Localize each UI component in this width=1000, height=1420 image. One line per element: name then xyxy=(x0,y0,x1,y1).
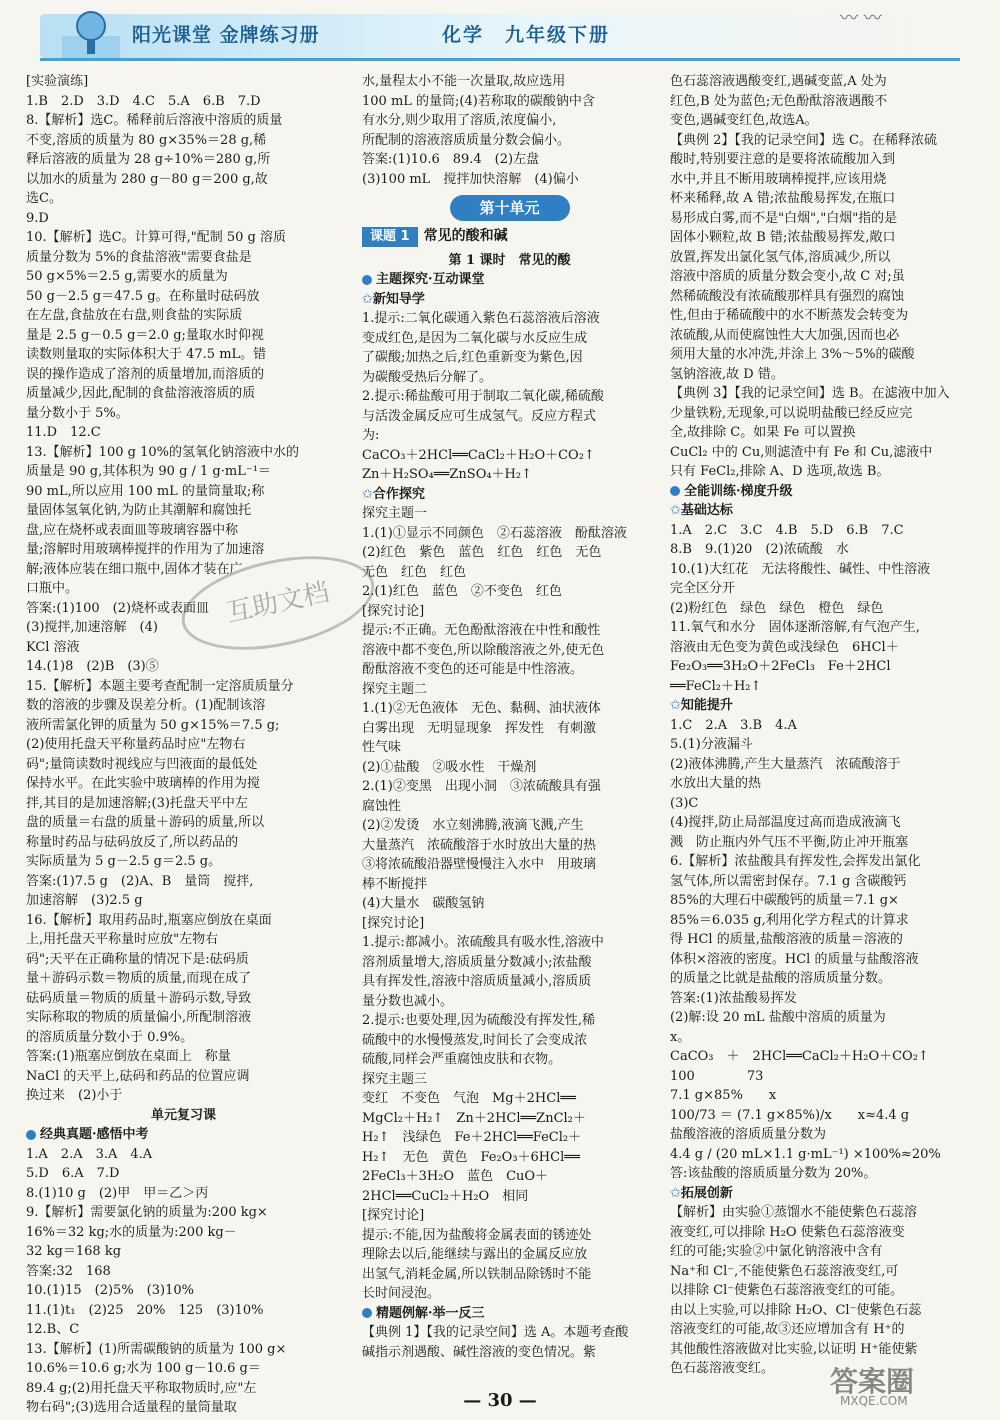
text-line: 1.A 2.A 3.A 4.A xyxy=(26,1146,153,1162)
topic-title: 常见的酸和碱 xyxy=(423,228,508,244)
text-line: 实际称取的物质的质量偏小,所配制溶液 xyxy=(26,1010,252,1025)
text-line: 液所需氯化钾的质量为 50 g×15%＝7.5 g; xyxy=(26,717,280,733)
text-line: 15.【解析】本题主要考查配制一定溶质质量分 xyxy=(26,678,294,694)
text-line: 浓硫酸,从而使腐蚀性大大加强,因而也必 xyxy=(670,327,900,343)
text-line: 溅 防止瓶内外气压不平衡,防止冲开瓶塞 xyxy=(670,834,909,850)
text-line: (2)液体沸腾,产生大量蒸汽 浓硫酸溶于 xyxy=(670,756,901,772)
text-line: (2)使用托盘天平称量药品时应"左物右 xyxy=(26,737,246,752)
text-line: 然稀硫酸没有浓硫酸那样具有强烈的腐蚀 xyxy=(670,288,905,304)
answers-block-review xyxy=(26,1145,341,1418)
text-line: 实际质量为 5 g－2.5 g＝2.5 g。 xyxy=(26,854,222,869)
text-line: 拌,其目的是加速溶解;(3)托盘天平中左 xyxy=(26,795,248,811)
text-line: 13.【解析】(1)所需碳酸钠的质量为 100 g× xyxy=(26,1341,287,1357)
text-line: 14.(1)8 (2)B (3)⑤ xyxy=(26,659,159,674)
text-line: 理除去以后,能继续与露出的金属反应放 xyxy=(362,1247,588,1262)
text-line: 称量时药品与砝码放反了,所以药品的 xyxy=(26,834,239,850)
text-line: (2)红色 紫色 蓝色 红色 红色 无色 xyxy=(362,545,602,560)
text-line: 1.(1)②无色液体 无色、黏稠、油状液体 xyxy=(362,701,601,716)
text-line: 性,但由于稀硫酸中的水不断蒸发会转变为 xyxy=(670,308,909,323)
text-line: 所配制的溶液溶质质量分数会偏小。 xyxy=(362,132,571,148)
text-line: ③将浓硫酸沿器壁慢慢注入水中 用玻璃 xyxy=(362,857,597,872)
text-line: 以排除 Cl⁻使紫色石蕊溶液变红的可能。 xyxy=(670,1283,904,1298)
column-middle xyxy=(362,72,657,1362)
topic-tag: 课题 1 xyxy=(362,227,418,247)
page-header xyxy=(0,0,1000,66)
text-line: 2FeCl₃＋3H₂O 蓝色 CuO＋ xyxy=(362,1169,549,1184)
text-line: 水放出大量的热 xyxy=(670,776,762,791)
text-line: 1.(1)①显示不同颜色 ②石蕊溶液 酚酞溶液 xyxy=(362,525,627,541)
text-line: 质量分数为 5%的食盐溶液"需要食盐是 xyxy=(26,249,252,265)
text-line: 解;液体应装在细口瓶中,固体才装在广 xyxy=(26,561,243,577)
text-line: 无色 红色 红色 xyxy=(362,564,467,580)
text-line: 答:该盐酸的溶质质量分数为 20%。 xyxy=(670,1166,877,1181)
text-line: 水,量程太小不能一次量取,故应选用 xyxy=(362,74,566,89)
text-line: 释后溶液的质量为 28 g÷10%＝280 g,所 xyxy=(26,152,271,167)
text-line: (4)搅拌,防止局部温度过高而造成液滴飞 xyxy=(670,815,901,830)
text-line: 13.【解析】100 g 10%的氢氧化钠溶液中水的 xyxy=(26,444,299,460)
text-line: 色石蕊溶液遇酸变红,遇碱变蓝,A 处为 xyxy=(670,74,887,89)
text-line: 水中,并且不断用玻璃棒搅拌,应该用烧 xyxy=(670,171,887,187)
page-number: — 30 — xyxy=(463,1390,537,1411)
text-line: 6.【解析】浓盐酸具有挥发性,会挥发出氯化 xyxy=(670,854,921,869)
text-line: 有水分,则少取用了溶质,浓度偏小, xyxy=(362,113,557,128)
text-line: [探究讨论] xyxy=(362,915,425,931)
text-line: 在左盘,食盐放在右盘,则食盐的实际质 xyxy=(26,308,243,323)
text-line: ══FeCl₂＋H₂↑ xyxy=(670,678,762,694)
text-line: 2.提示:也要处理,因为硫酸没有挥发性,稀 xyxy=(362,1013,596,1028)
text-line: 须用大量的水冲洗,并涂上 3%～5%的碳酸 xyxy=(670,347,915,362)
text-line: 答案:(1)7.5 g (2)A、B 量筒 搅拌, xyxy=(26,873,254,889)
text-line: 【典例 1】【我的记录空间】选 A。本题考查酸 xyxy=(362,1325,629,1340)
text-line: 【典例 3】【我的记录空间】选 B。在滤液中加入 xyxy=(670,386,950,401)
text-line: NaCl 的天平上,砝码和药品的位置应调 xyxy=(26,1068,250,1084)
text-line: 选C。 xyxy=(26,191,62,206)
text-line: 11.氧气和水分 固体逐渐溶解,有气泡产生, xyxy=(670,620,920,635)
watermark-stamp: 互助文档 xyxy=(173,541,383,666)
text-line: 质量减少,因此,配制的食盐溶液溶质的质 xyxy=(26,386,256,401)
text-line: 盐酸溶液的溶质质量分数为 xyxy=(670,1127,827,1142)
text-line: 【解析】由实验①蒸馏水不能使紫色石蕊溶 xyxy=(670,1205,918,1220)
header-divider xyxy=(40,58,960,61)
column-left xyxy=(26,72,341,1418)
star-icon: ✩ xyxy=(670,698,681,713)
text-line: 10.【解析】选C。计算可得,"配制 50 g 溶质 xyxy=(26,230,286,245)
text-line: 出氢气,消耗金属,所以铁制品除锈时不能 xyxy=(362,1266,592,1282)
text-line: 50 g－2.5 g＝47.5 g。在称量时砝码放 xyxy=(26,288,260,304)
text-line: 码";量筒读数时视线应与凹液面的最低处 xyxy=(26,756,258,772)
text-line: 9.【解析】需要氯化钠的质量为:200 kg× xyxy=(26,1205,268,1220)
text-line: 2.(1)红色 蓝色 ②不变色 红色 xyxy=(362,584,562,599)
text-line: 32 kg＝168 kg xyxy=(26,1244,122,1259)
text-line: 红色,B 处为蓝色;无色酚酞溶液遇酸不 xyxy=(670,93,888,109)
text-line: 为碳酸受热后分解了。 xyxy=(362,369,493,385)
text-line: 提示:不能,因为盐酸将金属表面的锈迹处 xyxy=(362,1227,592,1243)
text-line: 大量蒸汽 浓硫酸溶于水时放出大量的热 xyxy=(362,837,597,853)
text-line: 11.(1)t₁ (2)25 20% 125 (3)10% xyxy=(26,1302,264,1318)
text-line: 色石蕊溶液变红。 xyxy=(670,1361,775,1376)
answers-block-2 xyxy=(362,72,657,189)
text-line: 溶液变红的可能,故③还应增加含有 H⁺的 xyxy=(670,1322,905,1337)
text-line: 全,故排除 C。如果 Fe 可以置换 xyxy=(670,425,856,440)
text-line: 85%的大理石中碳酸钙的质量＝7.1 g× xyxy=(670,893,899,908)
text-line: Zn＋H₂SO₄══ZnSO₄＋H₂↑ xyxy=(362,467,533,482)
text-line: 5.D 6.A 7.D xyxy=(26,1166,120,1181)
text-line: 探究主题二 xyxy=(362,681,428,697)
text-line: 读数则量取的实际体积大于 47.5 mL。错 xyxy=(26,347,267,362)
text-line: 物右码";(3)选用合适量程的量筒量取 xyxy=(26,1400,237,1415)
text-line: 2.提示:稀盐酸可用于制取二氧化碳,稀硫酸 xyxy=(362,389,604,404)
text-line: (2)解:设 20 mL 盐酸中溶质的质量为 xyxy=(670,1010,886,1025)
text-line: 少量铁粉,无现象,可以说明盐酸已经反应完 xyxy=(670,405,913,421)
subject-title: 化学 九年级下册 xyxy=(442,24,611,46)
text-line: 具有挥发性,溶液中溶质质量减小,溶质质 xyxy=(362,974,592,989)
text-line: 8.(1)10 g (2)甲 甲＝乙＞丙 xyxy=(26,1185,209,1201)
text-line: 溶液中溶质的质量分数会变小,故 C 对;虽 xyxy=(670,269,905,284)
text-line: 氢钠溶液,故 D 错。 xyxy=(670,366,784,382)
text-line: KCl 溶液 xyxy=(26,639,80,655)
text-line: x。 xyxy=(670,1029,691,1045)
text-line: 10.(1)大红花 无法将酸性、碱性、中性溶液 xyxy=(670,561,931,577)
text-line: 量固体氢氧化钠,为防止其潮解和腐蚀托 xyxy=(26,503,252,518)
answers-block-example xyxy=(362,1323,657,1362)
text-line: 100 mL 的量筒;(4)若称取的碳酸钠中含 xyxy=(362,93,595,109)
subsection-extend: ✩拓展创新 xyxy=(670,1185,733,1201)
text-line: (2)②发烫 水立刻沸腾,液滴飞溅,产生 xyxy=(362,818,584,833)
text-line: 9.D xyxy=(26,210,49,226)
text-line: 2HCl══CuCl₂＋H₂O 相同 xyxy=(362,1188,529,1204)
answers-block-3 xyxy=(670,72,970,482)
text-line: H₂↑ 浅绿色 Fe＋2HCl══FeCl₂＋ xyxy=(362,1130,582,1145)
lesson-title: 第 1 课时 常见的酸 xyxy=(448,252,571,268)
text-line: 体积×溶液的密度。HCl 的质量与盐酸溶液 xyxy=(670,951,919,967)
text-line: MgCl₂＋H₂↑ Zn＋2HCl══ZnCl₂＋ xyxy=(362,1110,586,1126)
text-line: 易形成白雾,而不是"白烟","白烟"指的是 xyxy=(670,210,898,226)
section-bullet-icon xyxy=(362,275,372,285)
star-icon: ✩ xyxy=(362,486,373,502)
section-header-example: 精题例解·举一反三 xyxy=(362,1304,657,1324)
text-line: 90 mL,所以应用 100 mL 的量筒量取;称 xyxy=(26,483,265,499)
text-line: 了碳酸;加热之后,红色重新变为紫色,因 xyxy=(362,350,583,365)
text-line: 答案:32 168 xyxy=(26,1263,111,1279)
answers-block-basic xyxy=(670,521,970,697)
answers-block-new xyxy=(362,309,657,485)
text-line: 棒不断搅拌 xyxy=(362,876,428,892)
text-line: 答案:(1)瓶塞应倒放在桌面上 称量 xyxy=(26,1049,231,1064)
text-line: 量是 2.5 g－0.5 g＝2.0 g;量取水时仰视 xyxy=(26,327,264,343)
text-line: 完全区分开 xyxy=(670,581,736,596)
column-right xyxy=(670,72,970,1379)
text-line: Na⁺和 Cl⁻,不能使紫色石蕊溶液变红,可 xyxy=(670,1263,899,1279)
text-line: 腐蚀性 xyxy=(362,798,402,814)
text-line: 50 g×5%＝2.5 g,需要水的质量为 xyxy=(26,269,228,284)
corner-watermark-url: MXQE.COM xyxy=(840,1394,908,1408)
answers-block-extend xyxy=(670,1203,970,1379)
text-line: 氢气体,所以需密封保存。7.1 g 含碳酸钙 xyxy=(670,873,907,889)
text-line: 10.6%＝10.6 g;水为 100 g－10.6 g＝ xyxy=(26,1361,261,1376)
text-line: 探究主题一 xyxy=(362,506,428,521)
text-line: (2)①盐酸 ②吸水性 干燥剂 xyxy=(362,759,537,775)
text-line: (3)C xyxy=(670,795,699,811)
text-line: 由以上实验,可以排除 H₂O、Cl⁻使紫色石蕊 xyxy=(670,1302,922,1318)
star-icon: ✩ xyxy=(670,503,681,518)
text-line: (3)100 mL 搅拌加快溶解 (4)偏小 xyxy=(362,171,579,187)
text-line: 不变,溶质的质量为 80 g×35%＝28 g,稀 xyxy=(26,132,267,148)
review-title: 单元复习课 xyxy=(150,1107,216,1123)
globe-logo-icon xyxy=(60,6,122,60)
text-line: CaCO₃＋2HCl══CaCl₂＋H₂O＋CO₂↑ xyxy=(362,447,595,463)
text-line: 1.提示:二氧化碳通入紫色石蕊溶液后溶液 xyxy=(362,311,600,326)
text-line: CuCl₂ 中的 Cu,则滤渣中有 Fe 和 Cu,滤液中 xyxy=(670,444,933,460)
text-line: 100 73 xyxy=(670,1068,764,1084)
unit-badge: 第十单元 xyxy=(450,195,570,221)
text-line: 杯来稀释,故 A 错;浓盐酸易挥发,在瓶口 xyxy=(670,191,896,206)
text-line: [探究讨论] xyxy=(362,603,425,619)
text-line: 4.4 g / (20 mL×1.1 g·mL⁻¹) ×100%≈20% xyxy=(670,1146,941,1162)
section-header-explore: 主题探究·互动课堂 xyxy=(362,270,657,290)
text-line: 换过来 (2)小于 xyxy=(26,1088,123,1103)
text-line: 溶剂质量增大,溶质质量分数减小;浓盐酸 xyxy=(362,954,592,970)
text-line: 溶液中都不变色,所以除酸溶液之外,使无色 xyxy=(362,642,605,658)
section-bullet-icon xyxy=(362,1308,372,1318)
text-line: 误的操作造成了溶剂的质量增加,而溶质的 xyxy=(26,366,265,382)
text-line: 盘,应在烧杯或表面皿等玻璃容器中称 xyxy=(26,522,239,538)
text-line: 与活泼金属反应可生成氢气。反应方程式 xyxy=(362,408,597,424)
text-line: 放置,挥发出氯化氢气体,溶质减少,所以 xyxy=(670,249,891,265)
section-bullet-icon xyxy=(670,486,680,496)
text-line: 提示:不正确。无色酚酞溶液在中性和酸性 xyxy=(362,623,601,638)
text-line: 为: xyxy=(362,428,380,443)
text-line: 溶液由无色变为黄色或浅绿色 6HCl＋ xyxy=(670,639,899,655)
text-line: 酚酞溶液不变色的还可能是中性溶液。 xyxy=(362,662,584,677)
text-line: 硫酸,同样会严重腐蚀皮肤和衣物。 xyxy=(362,1052,562,1067)
text-line: 以加水的质量为 280 g－80 g＝200 g,故 xyxy=(26,171,268,187)
text-line: 硫酸中的水慢慢蒸发,时间长了会变成浓 xyxy=(362,1032,588,1048)
text-line: 量＋游码示数＝物质的质量,而现在成了 xyxy=(26,971,252,986)
text-line: [实验演练] xyxy=(26,74,89,89)
text-line: 液变红,可以排除 H₂O 使紫色石蕊溶液变 xyxy=(670,1224,905,1240)
text-line: 长时间浸泡。 xyxy=(362,1286,441,1301)
text-line: 数的溶液的步骤及误差分析。(1)配制该溶 xyxy=(26,698,266,713)
text-line: 7.1 g×85% x xyxy=(670,1088,777,1103)
text-line: 砝码质量＝物质的质量＋游码示数,导致 xyxy=(26,990,252,1006)
text-line: [探究讨论] xyxy=(362,1208,425,1223)
text-line: 8.B 9.(1)20 (2)浓硫酸 水 xyxy=(670,542,849,557)
text-line: 质量是 90 g,其体积为 90 g / 1 g·mL⁻¹＝ xyxy=(26,464,271,479)
text-line: 量;溶解时用玻璃棒搅拌的作用为了加速溶 xyxy=(26,542,265,557)
text-line: 盘的质量＝右盘的质量＋游码的质量,所以 xyxy=(26,815,265,830)
text-line: 酸时,特别要注意的是要将浓硫酸加入到 xyxy=(670,152,896,167)
text-line: 碱指示剂遇酸、碱性溶液的变色情况。紫 xyxy=(362,1344,597,1360)
section-header-training: 全能训练·梯度升级 xyxy=(670,482,970,502)
text-line: 89.4 g;(2)用托盘天平称取物质时,应"左 xyxy=(26,1380,257,1396)
section-bullet-icon xyxy=(26,1130,36,1140)
answers-block-ability xyxy=(670,716,970,1184)
text-line: 上,用托盘天平称量时应放"左物右 xyxy=(26,932,219,947)
text-line: 探究主题三 xyxy=(362,1071,428,1087)
text-line: 量分数也减小。 xyxy=(362,993,454,1009)
text-line: 变成红色,是因为二氧化碳与水反应生成 xyxy=(362,330,588,346)
text-line: 得 HCl 的质量,盐酸溶液的质量＝溶液的 xyxy=(670,932,903,947)
text-line: 100/73 ＝ (7.1 g×85%)/x x≈4.4 g xyxy=(670,1107,910,1123)
text-line: 答案:(1)100 (2)烧杯或表面皿 xyxy=(26,600,210,616)
text-line: 8.【解析】选C。稀释前后溶液中溶质的质量 xyxy=(26,113,283,128)
text-line: 加速溶解 (3)2.5 g xyxy=(26,893,143,908)
text-line: 16%＝32 kg;水的质量为:200 kg－ xyxy=(26,1224,237,1240)
section-header-review: 经典真题·感悟中考 xyxy=(26,1125,341,1145)
text-line: (3)搅拌,加速溶解 (4) xyxy=(26,620,158,635)
book-title: 阳光课堂 金牌练习册 xyxy=(132,24,320,46)
text-line: 11.D 12.C xyxy=(26,425,101,440)
subsection-basic: ✩基础达标 xyxy=(670,503,733,518)
text-line: 答案:(1)浓盐酸易挥发 xyxy=(670,990,797,1006)
text-line: 1.A 2.C 3.C 4.B 5.D 6.B 7.C xyxy=(670,522,904,538)
birds-icon: 〰 〰 xyxy=(840,8,882,29)
text-line: 2.(1)②变黑 出现小洞 ③浓硫酸具有强 xyxy=(362,779,601,794)
text-line: 变色,遇碱变红色,故选A。 xyxy=(670,113,818,128)
text-line: 【典例 2】【我的记录空间】选 C。在稀释浓硫 xyxy=(670,132,937,148)
text-line: 1.C 2.A 3.B 4.A xyxy=(670,717,797,733)
text-line: 10.(1)15 (2)5% (3)10% xyxy=(26,1283,194,1298)
text-line: 量分数小于 5%。 xyxy=(26,405,129,421)
answers-block-coop xyxy=(362,504,657,1304)
text-line: H₂↑ 无色 黄色 Fe₂O₃＋6HCl══ xyxy=(362,1149,580,1165)
text-line: 的质量之比就是盐酸的溶质质量分数。 xyxy=(670,971,892,986)
text-line: 答案:(1)10.6 89.4 (2)左盘 xyxy=(362,152,540,167)
text-line: 口瓶中。 xyxy=(26,581,79,596)
text-line: 性气味 xyxy=(362,740,402,755)
text-line: 其他酸性溶液做对比实验,以证明 H⁺能使紫 xyxy=(670,1341,918,1357)
text-line: 1.B 2.D 3.D 4.C 5.A 6.B 7.D xyxy=(26,93,261,109)
subsection-coop: ✩合作探究 xyxy=(362,486,425,502)
star-icon: ✩ xyxy=(362,291,373,307)
text-line: 12.B、C xyxy=(26,1322,80,1337)
text-line: 只有 FeCl₂,排除 A、D 选项,故选 B。 xyxy=(670,464,890,479)
text-line: 固体小颗粒,故 B 错;浓盐酸易挥发,敞口 xyxy=(670,230,896,245)
text-line: (4)大量水 碳酸氢钠 xyxy=(362,896,485,911)
text-line: CaCO₃ ＋ 2HCl══CaCl₂＋H₂O＋CO₂↑ xyxy=(670,1049,929,1064)
text-line: (2)粉红色 绿色 绿色 橙色 绿色 xyxy=(670,600,884,616)
subsection-ability: ✩知能提升 xyxy=(670,698,733,713)
corner-watermark: 答案圈 xyxy=(830,1365,915,1398)
text-line: 变红 不变色 气泡 Mg＋2HCl══ xyxy=(362,1091,576,1106)
text-line: 85%＝6.035 g,利用化学方程式的计算求 xyxy=(670,912,909,928)
text-line: 16.【解析】取用药品时,瓶塞应倒放在桌面 xyxy=(26,912,272,928)
star-icon: ✩ xyxy=(670,1185,681,1201)
text-line: 保持水平。在此实验中玻璃棒的作用为搅 xyxy=(26,776,261,791)
topic-heading xyxy=(362,227,657,247)
text-line: 5.(1)分液漏斗 xyxy=(670,737,753,752)
text-line: 白雾出现 无明显现象 挥发性 有刺激 xyxy=(362,720,597,736)
text-line: 的溶质质量分数小于 0.9%。 xyxy=(26,1029,194,1045)
text-line: 红的可能;实验②中氯化钠溶液中含有 xyxy=(670,1244,883,1259)
text-line: Fe₂O₃══3H₂O＋2FeCl₃ Fe＋2HCl xyxy=(670,659,891,674)
text-line: 码";天平在正确称量的情况下是:砝码质 xyxy=(26,951,249,967)
subsection-new: ✩新知导学 xyxy=(362,291,425,307)
text-line: 1.提示:都减小。浓硫酸具有吸水性,溶液中 xyxy=(362,935,604,950)
